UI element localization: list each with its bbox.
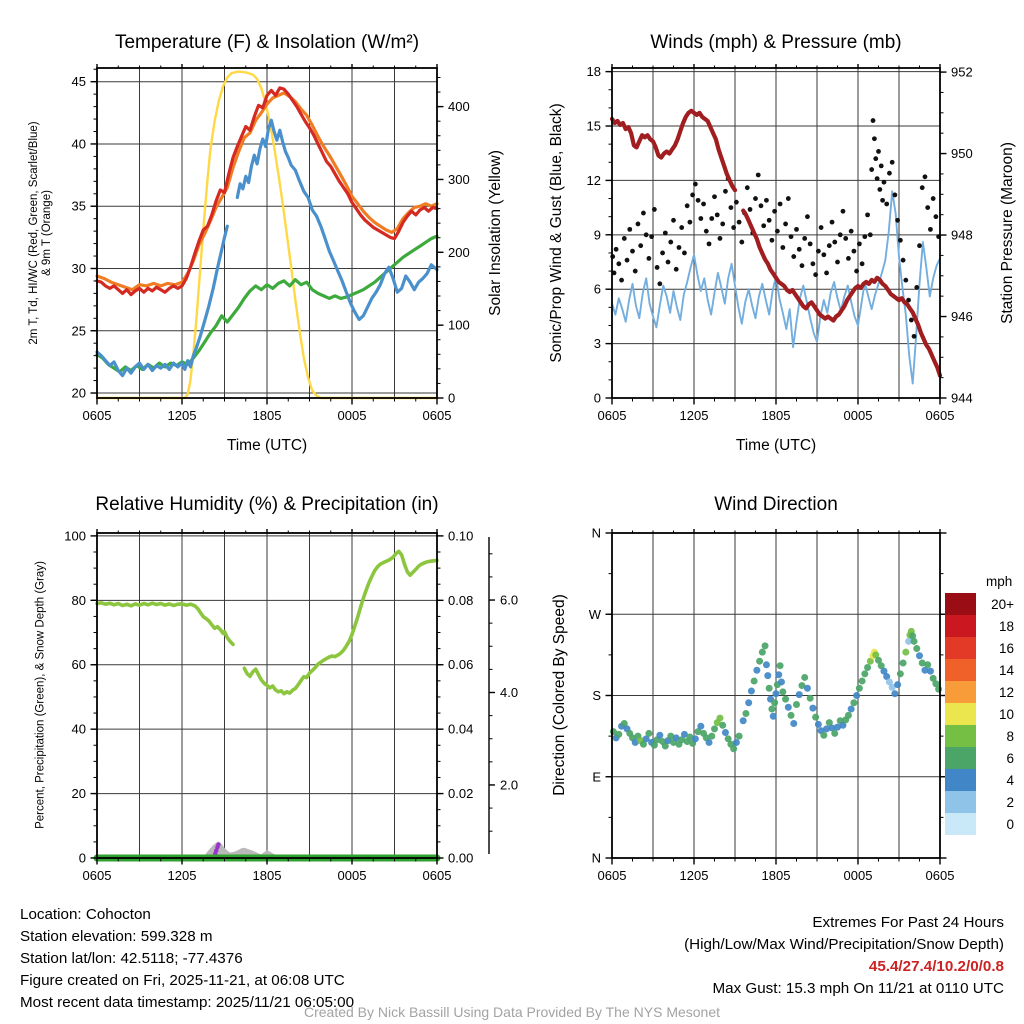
temperature-left-axis-label-line2: & 9m T (Orange)	[41, 190, 53, 276]
svg-text:16: 16	[998, 641, 1014, 656]
max-gust: Max Gust: 15.3 mph On 11/21 at 0110 UTC	[712, 980, 1004, 997]
svg-text:400: 400	[448, 99, 470, 115]
station-location: Location: Cohocton	[20, 906, 151, 923]
temperature-left-axis-label	[28, 121, 54, 344]
colorbar-unit-label: mph	[986, 574, 1013, 589]
figure-created: Figure created on Fri, 2025-11-21, at 06:08 UTC	[20, 972, 345, 989]
svg-text:40: 40	[71, 721, 86, 737]
speed-colorbar	[945, 593, 1014, 835]
svg-text:3: 3	[593, 336, 601, 352]
svg-text:0.06: 0.06	[448, 657, 474, 673]
winds-chart-title: Winds (mph) & Pressure (mb)	[650, 32, 902, 53]
svg-text:0005: 0005	[843, 408, 873, 423]
insolation-right-axis-label: Solar Insolation (Yellow)	[487, 150, 504, 316]
data-timestamp: Most recent data timestamp: 2025/11/21 06:05:00	[20, 994, 355, 1011]
svg-text:0605: 0605	[597, 868, 627, 883]
svg-text:12: 12	[586, 172, 601, 188]
svg-text:1805: 1805	[761, 868, 791, 883]
svg-text:W: W	[588, 606, 601, 622]
station-elevation: Station elevation: 599.328 m	[20, 928, 213, 945]
svg-text:0605: 0605	[422, 408, 452, 423]
svg-text:40: 40	[71, 136, 86, 152]
humidity-left-axis-label: Percent, Precipitation (Green), & Snow Depth (Gray)	[34, 561, 47, 829]
direction-left-axis-label: Direction (Colored By Speed)	[551, 594, 568, 796]
winds-pressure-plot	[587, 64, 973, 423]
winds-xaxis-label: Time (UTC)	[735, 437, 817, 454]
humidity-precip-plot	[64, 528, 518, 883]
svg-text:0: 0	[1006, 817, 1014, 832]
svg-text:1205: 1205	[679, 408, 709, 423]
svg-text:8: 8	[1006, 729, 1014, 744]
svg-text:6: 6	[1006, 751, 1014, 766]
svg-text:20: 20	[71, 786, 86, 802]
wind-direction-chart-title: Wind Direction	[714, 494, 838, 515]
svg-text:6.0: 6.0	[500, 592, 519, 608]
svg-text:0.04: 0.04	[448, 721, 474, 737]
svg-text:100: 100	[448, 317, 470, 333]
svg-text:0605: 0605	[82, 868, 112, 883]
svg-text:0005: 0005	[843, 868, 873, 883]
svg-text:952: 952	[951, 64, 973, 80]
svg-text:948: 948	[951, 227, 973, 243]
svg-text:N: N	[591, 850, 601, 866]
temperature-xaxis-label: Time (UTC)	[226, 437, 308, 454]
svg-text:60: 60	[71, 657, 86, 673]
svg-text:0.08: 0.08	[448, 592, 474, 608]
credit-line: Created By Nick Bassill Using Data Provided By The NYS Mesonet	[303, 1004, 721, 1020]
svg-text:30: 30	[71, 260, 86, 276]
svg-text:14: 14	[998, 663, 1014, 678]
humidity-chart-title: Relative Humidity (%) & Precipitation (in)	[95, 494, 439, 515]
pressure-right-axis-label: Station Pressure (Maroon)	[999, 142, 1016, 324]
svg-text:25: 25	[71, 323, 86, 339]
wind-left-axis-label: Sonic/Prop Wind & Gust (Blue, Black)	[548, 103, 565, 363]
svg-text:20: 20	[71, 385, 86, 401]
svg-text:0605: 0605	[925, 408, 955, 423]
svg-text:950: 950	[951, 146, 973, 162]
svg-text:9: 9	[593, 227, 601, 243]
temperature-left-axis-label-line1: 2m T, Td, HI/WC (Red, Green, Scarlet/Blue)	[28, 121, 40, 345]
station-latlon: Station lat/lon: 42.5118; -77.4376	[20, 950, 243, 967]
svg-text:80: 80	[71, 592, 86, 608]
svg-text:944: 944	[951, 390, 973, 406]
svg-text:0: 0	[78, 850, 86, 866]
wind-direction-plot	[589, 526, 955, 884]
svg-text:E: E	[592, 769, 601, 785]
svg-text:0605: 0605	[925, 868, 955, 883]
svg-text:18: 18	[586, 64, 601, 80]
svg-text:0605: 0605	[422, 868, 452, 883]
svg-text:0.00: 0.00	[448, 850, 474, 866]
svg-text:0605: 0605	[82, 408, 112, 423]
svg-text:1205: 1205	[679, 868, 709, 883]
extremes-values: 45.4/27.4/10.2/0/0.8	[868, 958, 1004, 975]
svg-text:0005: 0005	[337, 868, 367, 883]
svg-text:300: 300	[448, 171, 470, 187]
svg-text:946: 946	[951, 309, 973, 325]
extremes-block	[684, 912, 1004, 1000]
svg-text:1805: 1805	[761, 408, 791, 423]
svg-text:12: 12	[998, 685, 1014, 700]
extremes-title: Extremes For Past 24 Hours	[812, 914, 1004, 931]
svg-text:0.10: 0.10	[448, 528, 474, 544]
svg-text:2: 2	[1006, 795, 1014, 810]
svg-text:1205: 1205	[167, 868, 197, 883]
svg-text:20+: 20+	[991, 597, 1014, 612]
svg-text:0605: 0605	[597, 408, 627, 423]
svg-text:6: 6	[593, 281, 601, 297]
svg-text:N: N	[591, 525, 601, 541]
svg-text:0005: 0005	[337, 408, 367, 423]
svg-text:200: 200	[448, 244, 470, 260]
station-info-block	[20, 904, 354, 1014]
svg-text:15: 15	[586, 118, 601, 134]
svg-text:10: 10	[998, 707, 1014, 722]
svg-text:0.02: 0.02	[448, 786, 474, 802]
svg-text:4.0: 4.0	[500, 684, 519, 700]
svg-text:18: 18	[998, 619, 1014, 634]
svg-text:4: 4	[1006, 773, 1014, 788]
svg-text:2.0: 2.0	[500, 777, 519, 793]
svg-text:45: 45	[71, 74, 86, 90]
svg-text:100: 100	[64, 528, 86, 544]
svg-text:0: 0	[593, 390, 601, 406]
svg-text:35: 35	[71, 198, 86, 214]
temperature-chart-title: Temperature (F) & Insolation (W/m²)	[114, 32, 420, 53]
svg-text:1205: 1205	[167, 408, 197, 423]
temperature-insolation-plot	[72, 64, 470, 423]
svg-text:1805: 1805	[252, 868, 282, 883]
svg-text:1805: 1805	[252, 408, 282, 423]
extremes-subtitle: (High/Low/Max Wind/Precipitation/Snow Depth)	[684, 936, 1004, 953]
svg-text:S: S	[592, 688, 601, 703]
svg-text:0: 0	[448, 390, 456, 406]
